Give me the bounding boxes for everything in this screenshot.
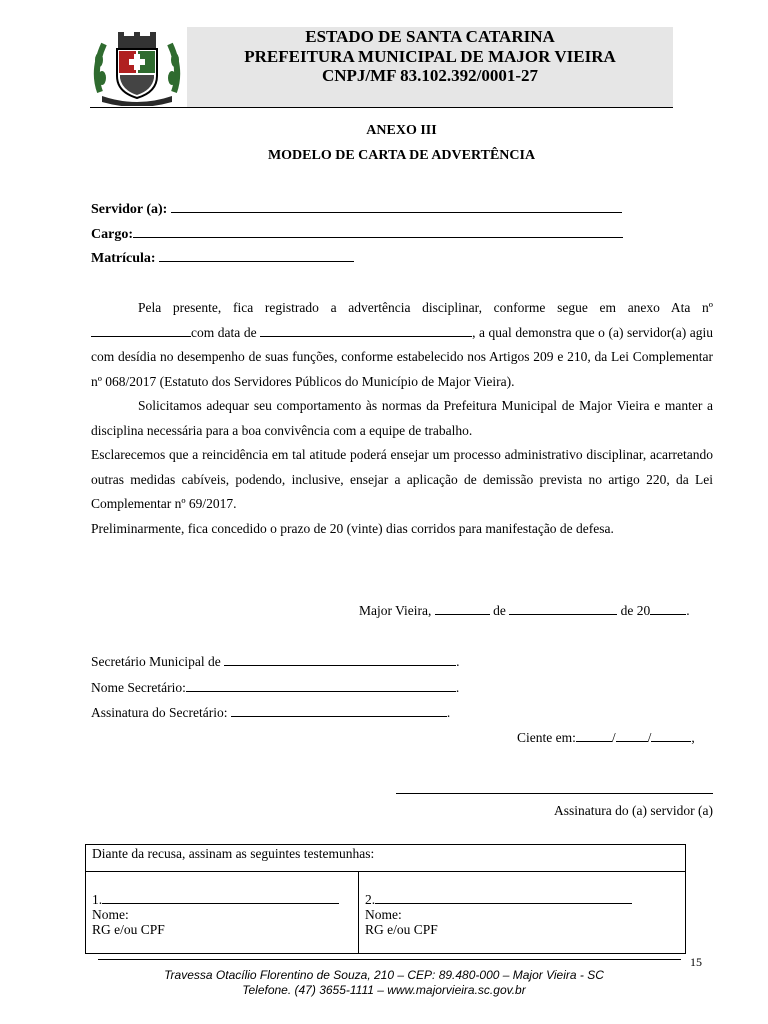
witness-1-number: 1. xyxy=(92,892,103,907)
secretary-signature-line xyxy=(91,702,450,722)
date-line xyxy=(359,600,719,620)
secretary-municipal-dot: . xyxy=(456,654,460,669)
witness-2-cell xyxy=(359,872,686,954)
secretary-municipal-blank[interactable] xyxy=(224,651,456,666)
footer-address: Travessa Otacílio Florentino de Souza, 210 – CEP: 89.480-000 – Major Vieira - SC xyxy=(164,968,604,982)
ata-number-blank[interactable] xyxy=(91,322,191,337)
witness-1-signature xyxy=(92,889,352,907)
paragraph-1 xyxy=(91,296,713,394)
ciente-sep-2: / xyxy=(647,730,652,745)
witness-1-name-label: Nome: xyxy=(92,907,129,922)
paragraph-3: Esclarecemos que a reincidência em tal atitude poderá ensejar um processo administrativo disciplinar, acarretando outras medidas cabíveis, podendo, inclusive, ensejar a aplicação de demissão prevista no artigo 220, da Lei Complementar nº 69/2017. xyxy=(91,447,713,511)
ciente-end: , xyxy=(691,730,695,745)
field-cargo xyxy=(91,223,623,245)
employee-signature-label: Assinatura do (a) servidor (a) xyxy=(554,803,713,818)
date-end: . xyxy=(686,603,690,618)
date-year-blank[interactable] xyxy=(650,600,686,615)
header-cnpj: CNPJ/MF 83.102.392/0001-27 xyxy=(321,66,539,85)
witness-2-rg-label: RG e/ou CPF xyxy=(365,922,438,937)
ciente-line xyxy=(517,727,727,747)
secretary-name-blank[interactable] xyxy=(186,677,456,692)
secretary-name-line xyxy=(91,677,459,697)
annex-title: ANEXO III xyxy=(366,123,437,138)
secretary-municipal-label: Secretário Municipal de xyxy=(91,654,221,669)
secretary-name-dot: . xyxy=(455,680,460,695)
header-divider xyxy=(90,107,673,108)
footer-divider xyxy=(98,959,681,960)
witness-1-rg-label: RG e/ou CPF xyxy=(92,922,165,937)
witness-2-name-label: Nome: xyxy=(365,907,402,922)
field-servidor-label: Servidor (a): xyxy=(91,202,168,217)
footer-contact: Telefone. (47) 3655-1111 – www.majorvieira.sc.gov.br xyxy=(242,983,526,997)
secretary-name-label: Nome Secretário: xyxy=(91,680,186,695)
paragraph-1-text-b: com data de xyxy=(191,324,257,340)
paragraph-1-text-d: servidor(a) agiu com desídia no desempenho de suas funções, conforme estabelecido nos Artigos 209 e 210, da Lei Complementar nº 068/2017 (Estatuto dos Servidores Públicos do Município de Major Vieira). xyxy=(91,324,713,389)
header-prefecture: PREFEITURA MUNICIPAL DE MAJOR VIEIRA xyxy=(244,47,616,66)
date-de-2: de 20 xyxy=(620,603,651,618)
header-state: ESTADO DE SANTA CATARINA xyxy=(305,27,555,46)
paragraph-1-text-a: Pela presente, fica registrado a advertência disciplinar, conforme segue em anexo Ata nº xyxy=(138,300,713,315)
paragraph-2: Solicitamos adequar seu comportamento às normas da Prefeitura Municipal de Major Vieira e manter a disciplina necessária para a boa convivência com a equipe de trabalho. xyxy=(91,398,713,438)
secretary-signature-dot: . xyxy=(446,705,451,720)
secretary-signature-label: Assinatura do Secretário: xyxy=(91,705,228,720)
page-number: 15 xyxy=(690,955,702,969)
field-matricula-label: Matrícula: xyxy=(91,251,156,266)
ciente-year-blank[interactable] xyxy=(651,727,691,742)
paragraph-4: Preliminarmente, fica concedido o prazo de 20 (vinte) dias corridos para manifestação de defesa. xyxy=(91,520,614,536)
municipal-crest-logo xyxy=(90,30,184,106)
servidor-blank-line[interactable] xyxy=(171,198,622,213)
date-place: Major Vieira, xyxy=(359,603,432,618)
ciente-month-blank[interactable] xyxy=(616,727,648,742)
witness-2-signature-blank[interactable] xyxy=(375,889,632,904)
letter-body xyxy=(91,296,713,541)
field-servidor xyxy=(91,198,622,220)
date-day-blank[interactable] xyxy=(435,600,490,615)
field-matricula xyxy=(91,247,354,269)
date-month-blank[interactable] xyxy=(509,600,617,615)
secretary-municipal-line xyxy=(91,651,459,671)
witness-1-cell xyxy=(86,872,359,954)
paragraph-1-text-c: , a qual demonstra que o (a) xyxy=(472,324,624,340)
witness-table xyxy=(85,844,686,954)
matricula-blank-line[interactable] xyxy=(159,247,354,262)
witness-table-header: Diante da recusa, assinam as seguintes testemunhas: xyxy=(86,845,686,872)
ciente-day-blank[interactable] xyxy=(576,727,612,742)
document-subtitle: MODELO DE CARTA DE ADVERTÊNCIA xyxy=(267,148,536,163)
employee-signature-line[interactable] xyxy=(396,793,713,794)
witness-2-signature xyxy=(365,889,679,907)
ciente-sep-1: / xyxy=(611,730,616,745)
ata-date-blank[interactable] xyxy=(260,322,472,337)
secretary-signature-blank[interactable] xyxy=(231,702,447,717)
cargo-blank-line[interactable] xyxy=(133,223,623,238)
date-de-1: de xyxy=(493,603,506,618)
witness-2-number: 2. xyxy=(365,892,376,907)
field-cargo-label: Cargo: xyxy=(91,227,133,242)
witness-1-signature-blank[interactable] xyxy=(102,889,339,904)
ciente-label: Ciente em: xyxy=(517,730,576,745)
